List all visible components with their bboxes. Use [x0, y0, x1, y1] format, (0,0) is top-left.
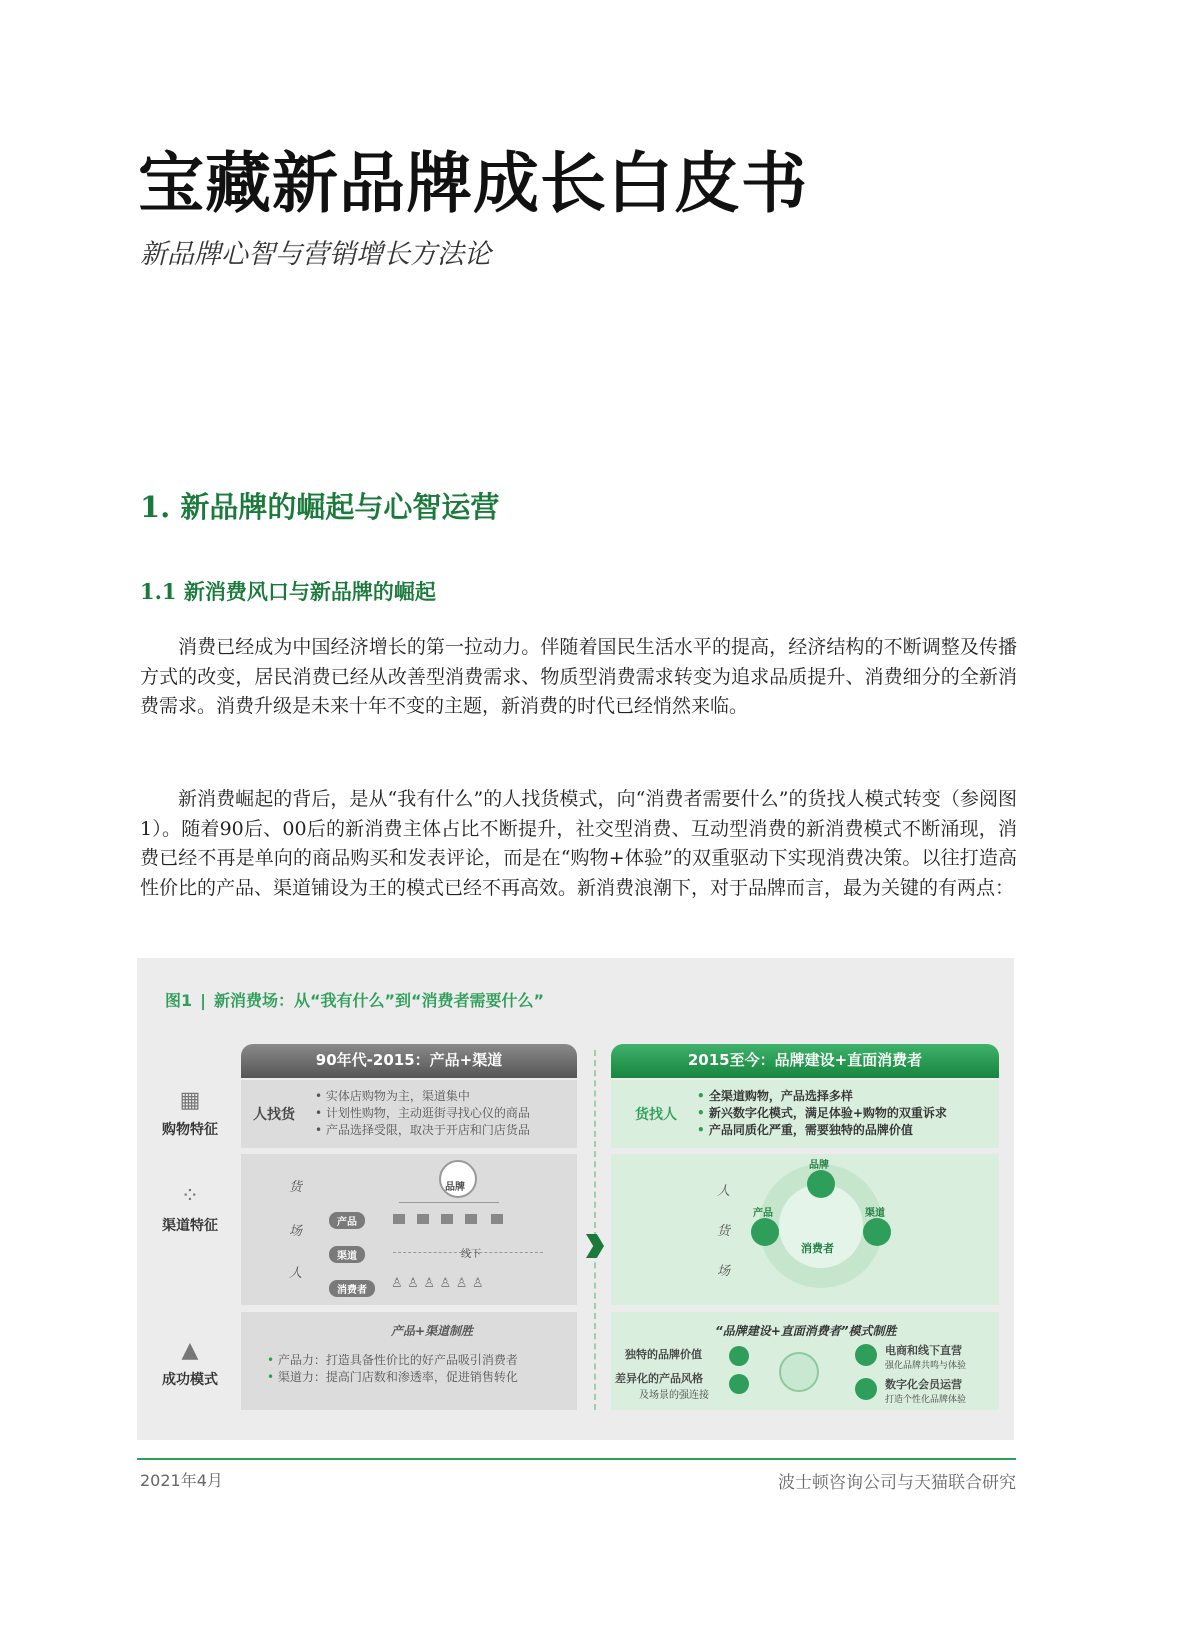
- bullet: • 产品同质化严重，需要独特的品牌价值: [697, 1122, 947, 1139]
- network-icon: [855, 1378, 877, 1400]
- node-product: 产品: [753, 1208, 773, 1219]
- footer-date: 2021年4月: [140, 1471, 223, 1490]
- right-row-success: [611, 1312, 999, 1410]
- scene-connection: 及场景的强连接: [639, 1390, 709, 1401]
- pill-consumer: 消费者: [329, 1280, 375, 1297]
- product-box: [491, 1214, 503, 1224]
- differentiated-product-style: 差异化的产品风格: [615, 1372, 703, 1385]
- bullet: • 全渠道购物，产品选择多样: [697, 1088, 947, 1105]
- right-row-shopping: [611, 1080, 999, 1148]
- left-row-channel: [241, 1154, 577, 1305]
- bullet: • 渠道力：提高门店数和渗透率，促进销售转化: [267, 1369, 518, 1386]
- network-icon: [863, 1218, 891, 1246]
- vertical-label: 人: [289, 1266, 303, 1281]
- left-column-header: 90年代-2015：产品+渠道: [241, 1044, 577, 1078]
- figure-1: [137, 958, 1014, 1440]
- left-row1-tag: 人找货: [253, 1107, 295, 1123]
- row-label-text: 渠道特征: [162, 1218, 218, 1234]
- footer-divider: [137, 1458, 1016, 1460]
- figure-caption: 新消费场：从“我有什么”到“消费者需要什么”: [213, 991, 545, 1010]
- digital-membership-sub: 打造个性化品牌体验: [885, 1395, 967, 1405]
- brand-node-label: 品牌: [445, 1182, 465, 1193]
- left-row-success: [241, 1312, 577, 1410]
- bullet: • 实体店购物为主，渠道集中: [315, 1088, 530, 1105]
- chevron-right-icon: [586, 1234, 604, 1258]
- store-icon: ▦: [179, 1088, 201, 1113]
- bullet: • 产品力：打造具备性价比的好产品吸引消费者: [267, 1352, 518, 1369]
- shirt-icon: [751, 1218, 779, 1246]
- left-row-shopping: [241, 1080, 577, 1148]
- vertical-label: 场: [717, 1264, 731, 1279]
- row-label-text: 购物特征: [162, 1122, 218, 1138]
- digital-membership: 数字化会员运营: [885, 1378, 962, 1391]
- footer-credit: 波士顿咨询公司与天猫联合研究: [778, 1473, 1016, 1493]
- section-heading: 1. 新品牌的崛起与心智运营: [140, 490, 500, 524]
- unique-brand-value: 独特的品牌价值: [625, 1348, 702, 1361]
- row-label-channel: [147, 1184, 233, 1235]
- network-icon: [855, 1344, 877, 1366]
- figure-title: [165, 988, 544, 1011]
- right-row1-bullets: [697, 1088, 947, 1139]
- right-row1-tag: 货找人: [635, 1107, 677, 1123]
- bullet: • 计划性购物，主动逛街寻找心仪的商品: [315, 1105, 530, 1122]
- vertical-label: 货: [717, 1224, 731, 1239]
- ecommerce-offline-direct: 电商和线下直营: [885, 1344, 962, 1357]
- offline-label: 线下: [461, 1249, 481, 1260]
- subsection-heading: 1.1 新消费风口与新品牌的崛起: [140, 579, 436, 604]
- vertical-label: 人: [717, 1184, 731, 1199]
- network-icon: ⁘: [180, 1184, 200, 1209]
- pill-product: 产品: [329, 1212, 365, 1229]
- product-box: [441, 1214, 453, 1224]
- figure-label: 图1: [165, 991, 193, 1010]
- ecommerce-sub: 强化品牌共鸣与体验: [885, 1361, 967, 1371]
- connector-line: [399, 1202, 499, 1203]
- shirt-icon: [729, 1374, 749, 1394]
- row-label-success: [147, 1338, 233, 1389]
- paragraph-1: 消费已经成为中国经济增长的第一拉动力。伴随着国民生活水平的提高，经济结构的不断调整及传播方式的改变，居民消费已经从改善型消费需求、物质型消费需求转变为追求品质提升、消费细分的全新消费需求。消费升级是未来十年不变的主题，新消费的时代已经悄然来临。: [140, 636, 1017, 717]
- left-row3-title: 产品+渠道制胜: [391, 1324, 474, 1338]
- product-box: [417, 1214, 429, 1224]
- row-label-text: 成功模式: [162, 1372, 218, 1388]
- right-column-header: 2015至今：品牌建设+直面消费者: [611, 1044, 999, 1078]
- product-box: [393, 1214, 405, 1224]
- person-icons: ♙ ♙ ♙ ♙ ♙ ♙: [391, 1276, 484, 1291]
- left-row1-bullets: [315, 1088, 530, 1139]
- document-subtitle: 新品牌心智与营销增长方法论: [140, 239, 491, 270]
- tag-icon: [807, 1170, 835, 1198]
- figure-separator: |: [200, 991, 206, 1010]
- bullet: • 产品选择受限，取决于开店和门店货品: [315, 1122, 530, 1139]
- tag-icon: [729, 1346, 749, 1366]
- row-label-shopping: [147, 1088, 233, 1139]
- node-channel: 渠道: [865, 1208, 885, 1219]
- gear-icon: [779, 1352, 819, 1392]
- node-brand: 品牌: [809, 1160, 829, 1171]
- paragraph-2: 新消费崛起的背后，是从“我有什么”的人找货模式，向“消费者需要什么”的货找人模式转变（参阅图1）。随着90后、00后的新消费主体占比不断提升，社交型消费、互动型消费的新消费模式不断涌现，消费已经不再是单向的商品购买和发表评论，而是在“购物+体验”的双重驱动下实现消费决策。以往打造高性价比的产品、渠道铺设为王的模式已经不再高效。新消费浪潮下，对于品牌而言，最为关键的有两点：: [140, 788, 1017, 899]
- right-row-channel: [611, 1154, 999, 1305]
- left-row3-bullets: [267, 1352, 518, 1386]
- bullet: • 新兴数字化模式，满足体验+购物的双重诉求: [697, 1105, 947, 1122]
- right-row3-title: “品牌建设+直面消费者”模式制胜: [715, 1324, 897, 1338]
- pill-channel: 渠道: [329, 1246, 365, 1263]
- vertical-label: 货: [289, 1180, 303, 1195]
- node-consumer: 消费者: [801, 1242, 834, 1255]
- mountain-flag-icon: ▲: [181, 1338, 199, 1363]
- document-title: 宝藏新品牌成长白皮书: [138, 144, 808, 222]
- column-divider: [594, 1050, 596, 1410]
- product-box: [465, 1214, 477, 1224]
- vertical-label: 场: [289, 1224, 303, 1239]
